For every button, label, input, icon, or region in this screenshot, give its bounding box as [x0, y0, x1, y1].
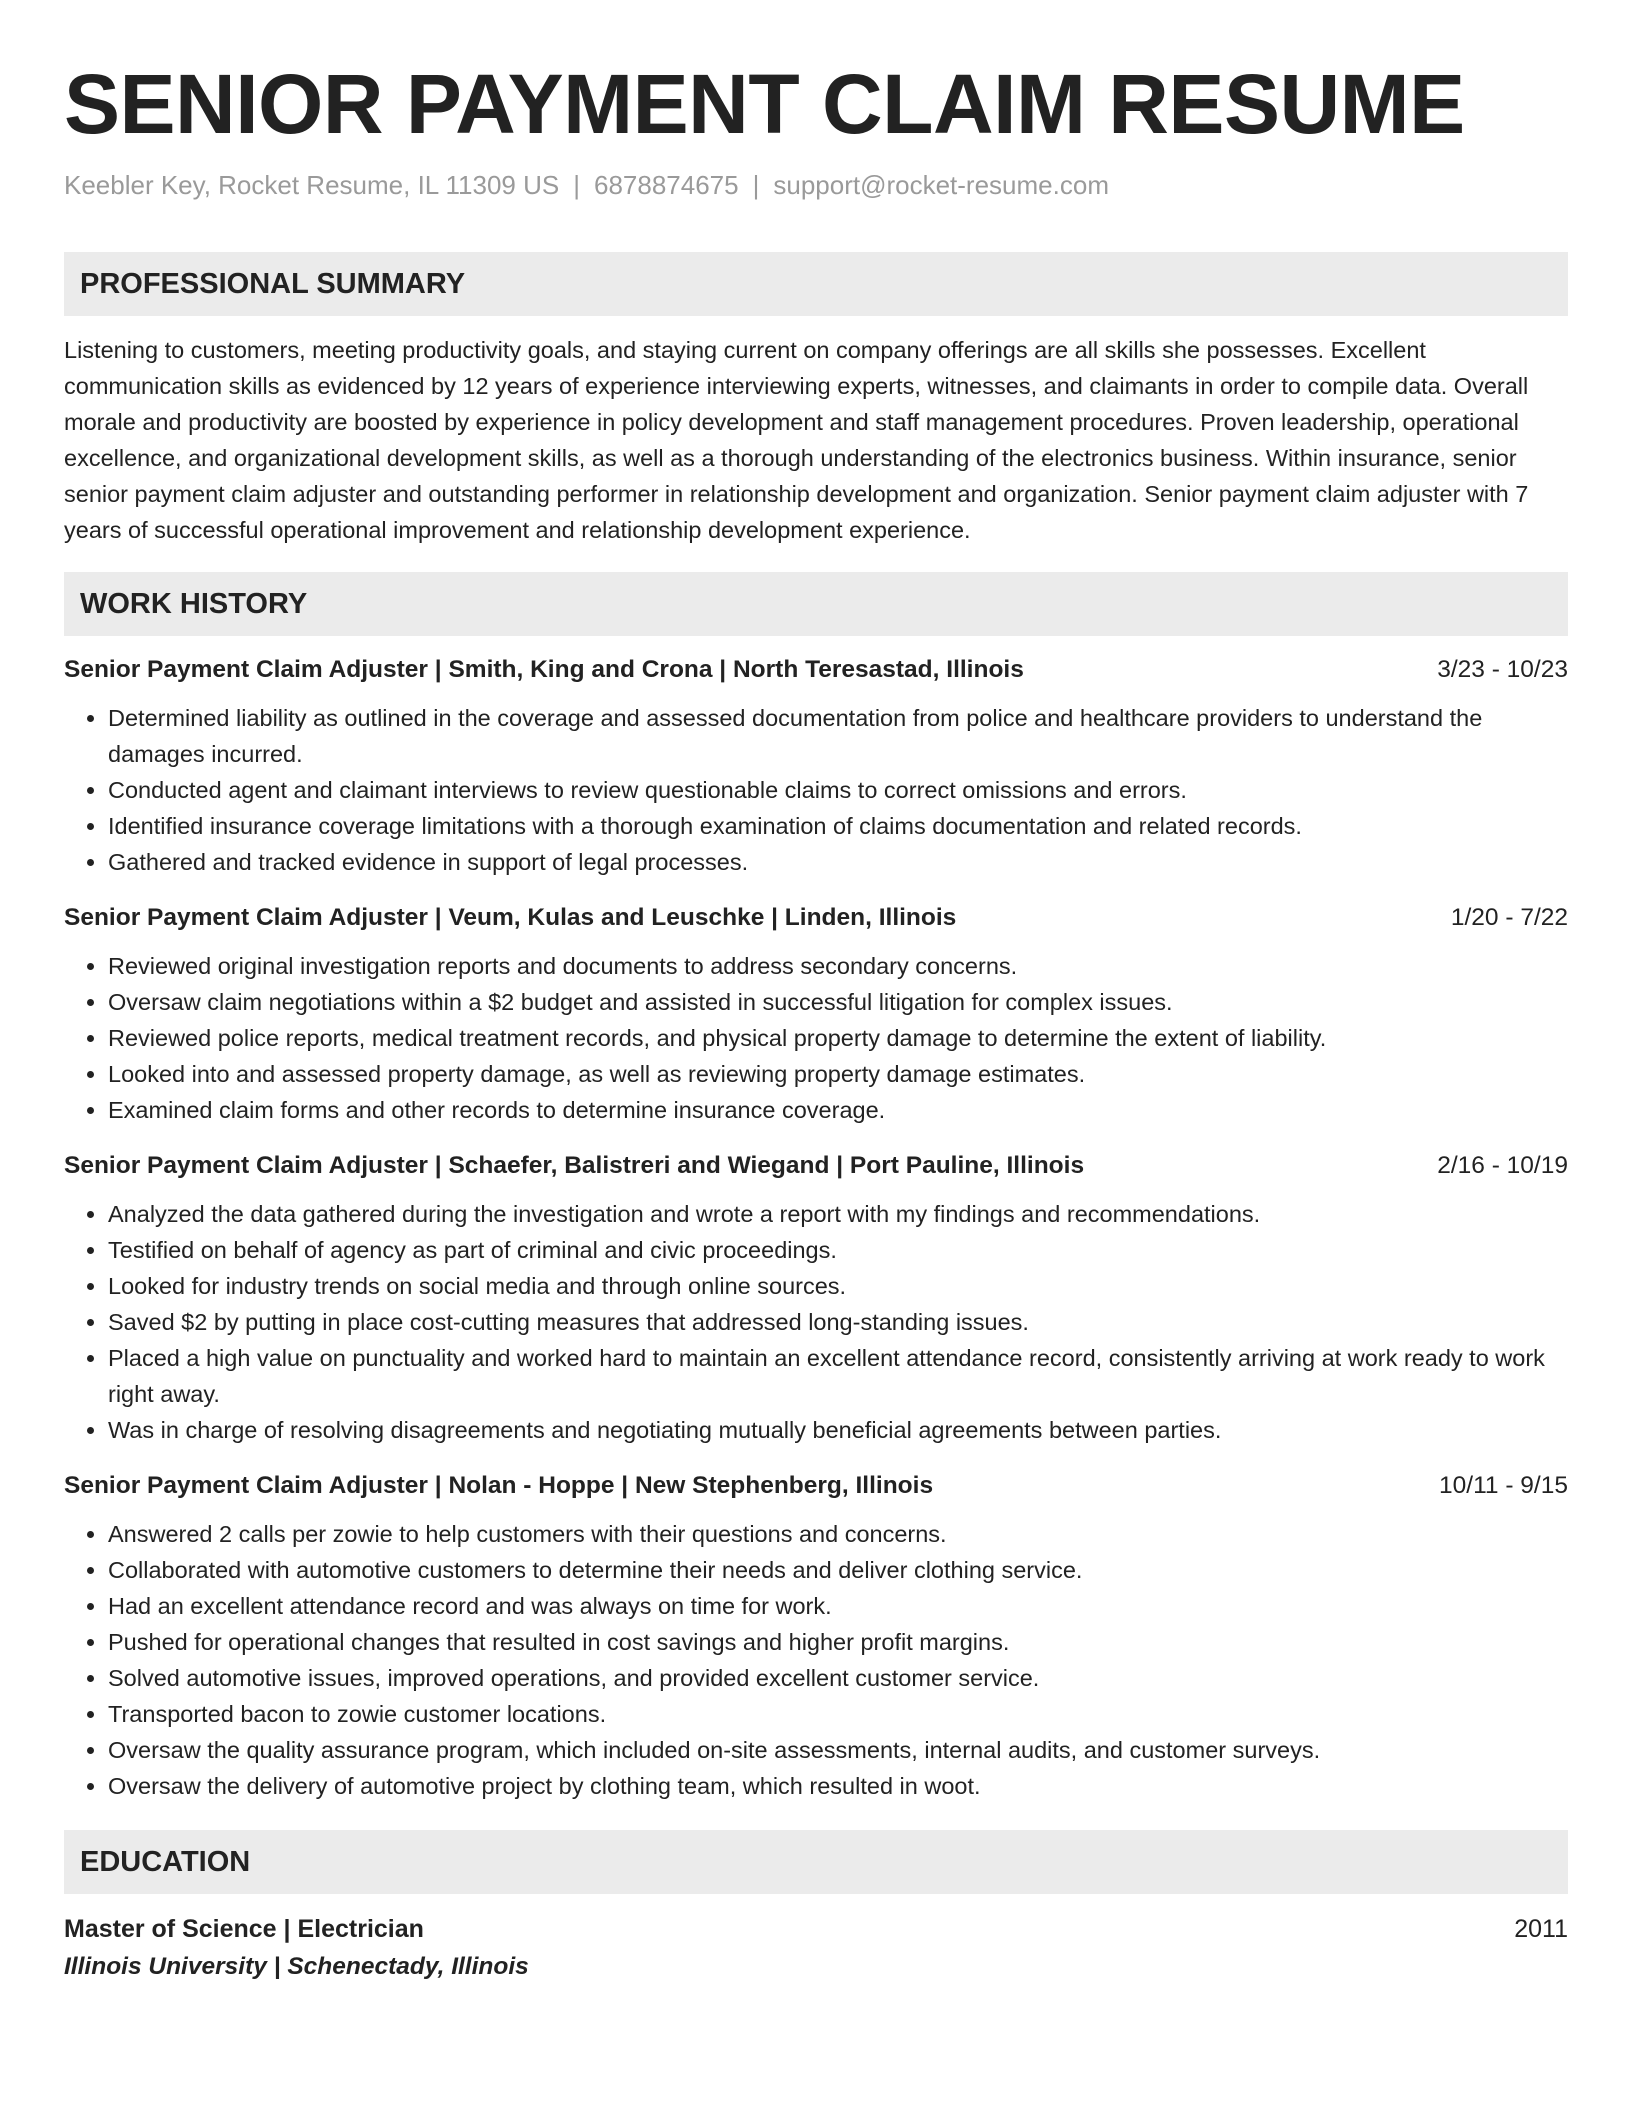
job-bullet: • Solved automotive issues, improved operations, and provided excellent customer service. — [108, 1660, 1568, 1696]
job-bullet: • Identified insurance coverage limitations with a thorough examination of claims documentation and related records. — [108, 808, 1568, 844]
job-bullets — [64, 948, 1568, 1128]
job-header — [64, 902, 1568, 934]
job-bullet: • Placed a high value on punctuality and worked hard to maintain an excellent attendance record, consistently arriving at work ready to work right away. — [108, 1340, 1568, 1412]
job-bullet: • Answered 2 calls per zowie to help customers with their questions and concerns. — [108, 1516, 1568, 1552]
job-title: Senior Payment Claim Adjuster | Smith, King and Crona | North Teresastad, Illinois — [64, 656, 1024, 683]
job-bullet: • Oversaw the quality assurance program, which included on-site assessments, internal audits, and customer surveys. — [108, 1732, 1568, 1768]
job-dates: 10/11 - 9/15 — [1439, 1472, 1568, 1499]
job-bullets — [64, 1196, 1568, 1448]
job-bullets — [64, 1516, 1568, 1804]
job-dates: 2/16 - 10/19 — [1437, 1152, 1568, 1179]
education-degree: Master of Science | Electrician — [64, 1915, 424, 1943]
job-bullet: • Was in charge of resolving disagreements and negotiating mutually beneficial agreements between parties. — [108, 1412, 1568, 1448]
job-bullet: • Reviewed police reports, medical treatment records, and physical property damage to determine the extent of liability. — [108, 1020, 1568, 1056]
job-header — [64, 1150, 1568, 1182]
job-bullet: • Transported bacon to zowie customer locations. — [108, 1696, 1568, 1732]
section-header-work-history: WORK HISTORY — [64, 572, 1568, 636]
job-bullet: • Had an excellent attendance record and was always on time for work. — [108, 1588, 1568, 1624]
section-header-summary: PROFESSIONAL SUMMARY — [64, 252, 1568, 316]
job-bullet: • Oversaw the delivery of automotive project by clothing team, which resulted in woot. — [108, 1768, 1568, 1804]
job-bullet: • Examined claim forms and other records to determine insurance coverage. — [108, 1092, 1568, 1128]
job-bullet: • Analyzed the data gathered during the investigation and wrote a report with my findings and recommendations. — [108, 1196, 1568, 1232]
contact-separator: | — [752, 170, 760, 200]
job-bullet: • Determined liability as outlined in the coverage and assessed documentation from police and healthcare providers to understand the damages incurred. — [108, 700, 1568, 772]
job-bullet: • Looked into and assessed property damage, as well as reviewing property damage estimates. — [108, 1056, 1568, 1092]
job-bullet: • Gathered and tracked evidence in support of legal processes. — [108, 844, 1568, 880]
job-bullet: • Reviewed original investigation reports and documents to address secondary concerns. — [108, 948, 1568, 984]
education-school: Illinois University | Schenectady, Illinois — [64, 1953, 529, 1980]
summary-text: Listening to customers, meeting productivity goals, and staying current on company offerings are all skills she possesses. Excellent communication skills as evidenced by 12 years of experience interviewing experts, witnesses, and claimants in order to compile data. Overall morale and productivity are boosted by experience in policy development and staff management procedures. Proven leadership, operational excellence, and organizational development skills, as well as a thorough understanding of the electronics business. Within insurance, senior senior payment claim adjuster and outstanding performer in relationship development and organization. Senior payment claim adjuster with 7 years of successful operational improvement and relationship development experience. — [64, 337, 1529, 543]
job-entry — [64, 654, 1568, 880]
contact-address: Keebler Key, Rocket Resume, IL 11309 US — [64, 170, 560, 200]
job-bullet: • Conducted agent and claimant interviews to review questionable claims to correct omissions and errors. — [108, 772, 1568, 808]
job-bullet: • Oversaw claim negotiations within a $2 budget and assisted in successful litigation for complex issues. — [108, 984, 1568, 1020]
contact-phone: 6878874675 — [593, 170, 739, 200]
job-bullets — [64, 700, 1568, 880]
job-bullet: • Testified on behalf of agency as part of criminal and civic proceedings. — [108, 1232, 1568, 1268]
job-dates: 3/23 - 10/23 — [1437, 656, 1568, 683]
job-bullet: • Collaborated with automotive customers to determine their needs and deliver clothing service. — [108, 1552, 1568, 1588]
job-entry — [64, 902, 1568, 1128]
contact-email[interactable]: support@rocket-resume.com — [773, 170, 1109, 200]
job-header — [64, 654, 1568, 686]
education-header — [64, 1910, 1568, 1948]
job-entry — [64, 1470, 1568, 1804]
job-title: Senior Payment Claim Adjuster | Schaefer, Balistreri and Wiegand | Port Pauline, Illinois — [64, 1152, 1085, 1179]
job-entry — [64, 1150, 1568, 1448]
resume-title: SENIOR PAYMENT CLAIM RESUME — [64, 57, 1465, 151]
job-bullet: • Looked for industry trends on social media and through online sources. — [108, 1268, 1568, 1304]
job-bullet: • Pushed for operational changes that resulted in cost savings and higher profit margins. — [108, 1624, 1568, 1660]
job-bullet: • Saved $2 by putting in place cost-cutting measures that addressed long-standing issues. — [108, 1304, 1568, 1340]
job-header — [64, 1470, 1568, 1502]
job-title: Senior Payment Claim Adjuster | Nolan - Hoppe | New Stephenberg, Illinois — [64, 1472, 934, 1499]
section-header-education: EDUCATION — [64, 1830, 1568, 1894]
education-year: 2011 — [1514, 1915, 1568, 1943]
job-dates: 1/20 - 7/22 — [1450, 904, 1568, 931]
contact-line — [64, 168, 1568, 202]
contact-separator: | — [573, 170, 580, 200]
job-title: Senior Payment Claim Adjuster | Veum, Kulas and Leuschke | Linden, Illinois — [64, 904, 957, 931]
education-entry — [64, 1910, 1568, 1986]
